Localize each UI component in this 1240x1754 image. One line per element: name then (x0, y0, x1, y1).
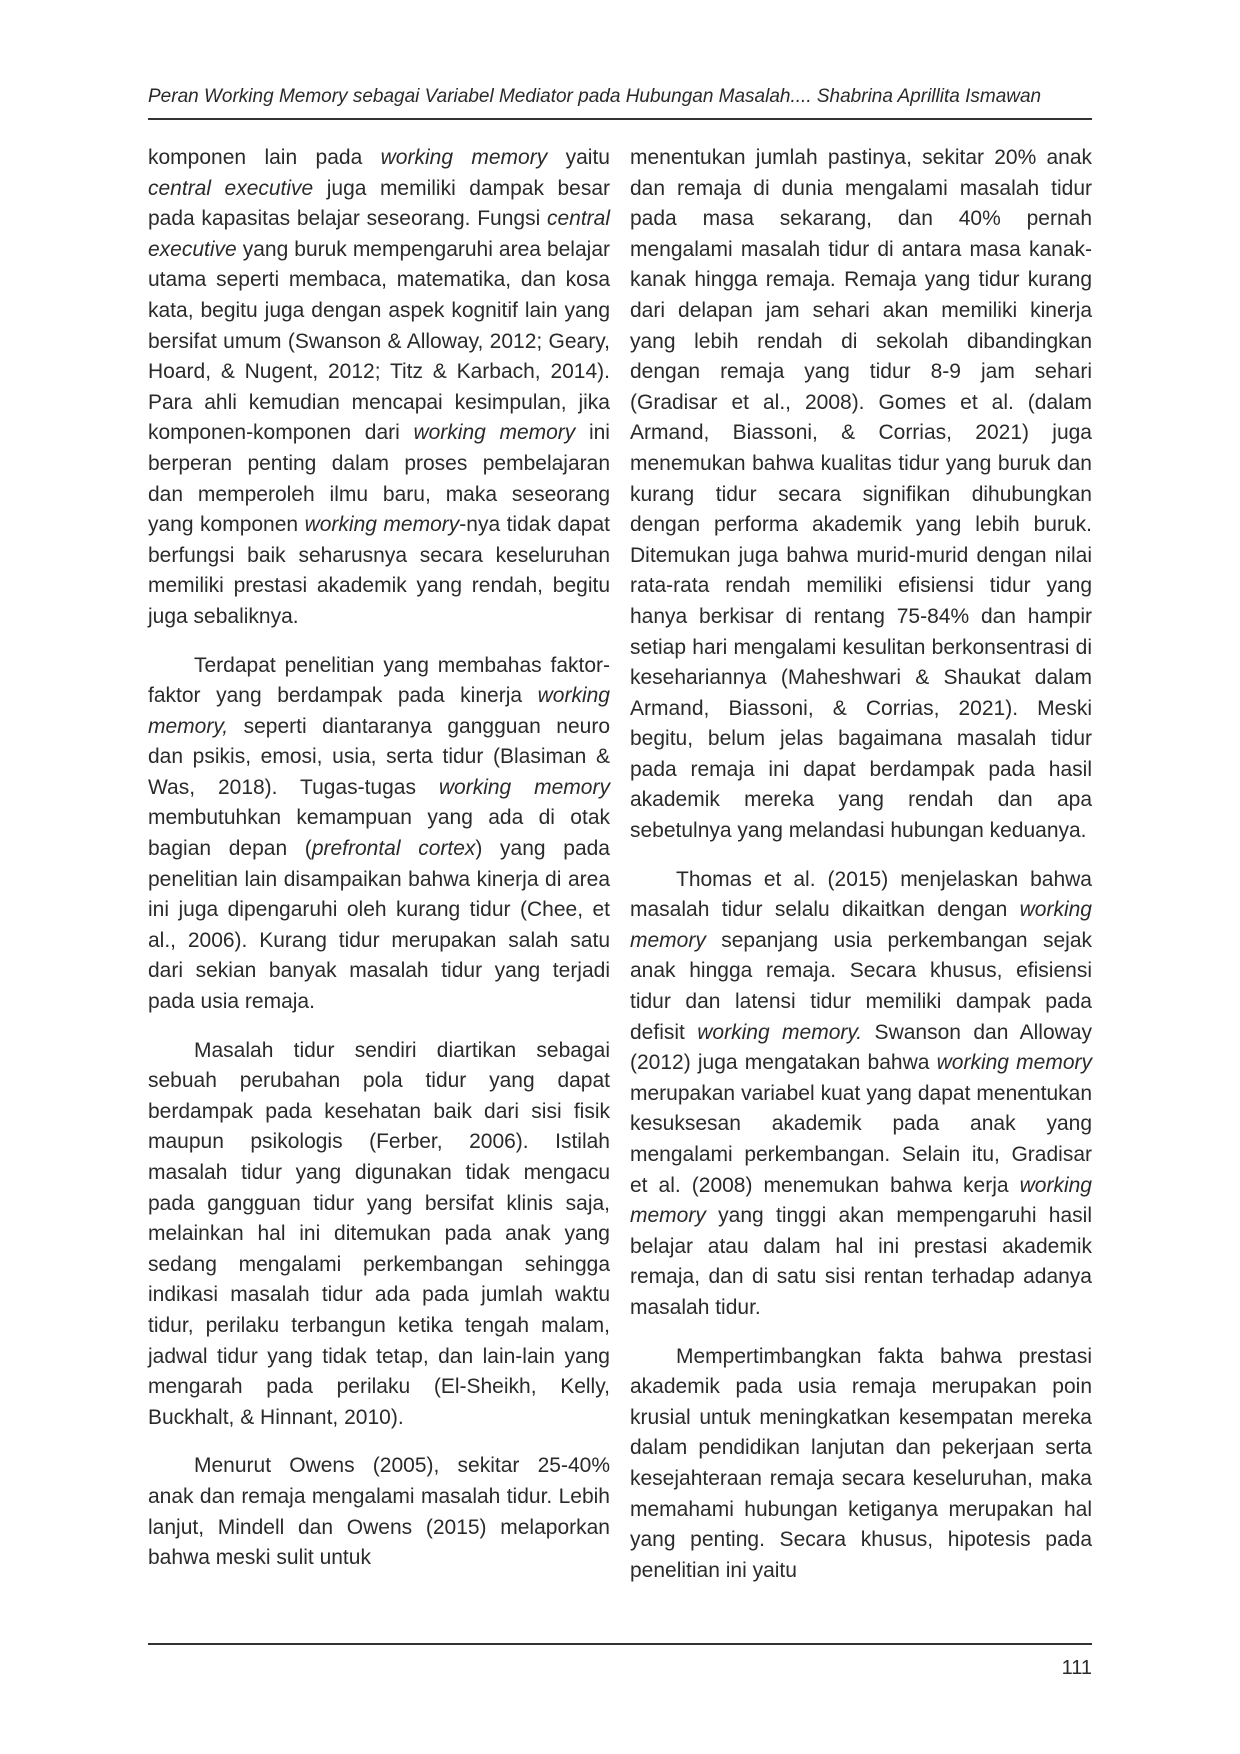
paragraph (630, 143, 1092, 847)
text-run: yang tinggi akan mempengaruhi hasil belajar atau dalam hal ini prestasi akademik remaja, dan di satu sisi rentan terhadap adanya masalah tidur. (630, 1204, 1092, 1319)
italic-term: working memory. (697, 1020, 863, 1044)
text-run: ini berperan penting dalam proses pembelajaran dan memperoleh ilmu baru, maka seseorang yang komponen (148, 421, 610, 537)
text-run: Swanson dan Alloway (2012) juga mengatakan bahwa (630, 1020, 1092, 1075)
text-run: Masalah tidur sendiri diartikan sebagai sebuah perubahan pola tidur yang dapat berdampak pada kesehatan baik dari sisi fisik maupun psikologis (Ferber, 2006). Istilah masalah tidur yang digunakan tidak mengacu pada gangguan tidur yang bersifat klinis saja, melainkan hal ini ditemukan pada anak yang sedang mengalami perkembangan sehingga indikasi masalah tidur ada pada jumlah waktu tidur, perilaku terbangun ketika tengah malam, jadwal tidur yang tidak tetap, dan lain-lain yang mengarah pada perilaku (El-Sheikh, Kelly, Buckhalt, & Hinnant, 2010). (148, 1038, 610, 1429)
text-run: juga memiliki dampak besar pada kapasitas belajar seseorang. Fungsi (148, 176, 610, 231)
italic-term: central executive (148, 207, 610, 261)
paragraph (630, 1342, 1092, 1587)
paragraph (148, 651, 610, 1018)
paragraph (630, 865, 1092, 1324)
text-run: Menurut Owens (2005), sekitar 25-40% anak dan remaja mengalami masalah tidur. Lebih lanjut, Mindell dan Owens (2015) melaporkan bahwa meski sulit untuk (148, 1454, 610, 1570)
text-run: menentukan jumlah pastinya, sekitar 20% anak dan remaja di dunia mengalami masalah tidur pada masa sekarang, dan 40% pernah mengalami masalah tidur di antara masa kanak-kanak hingga remaja. Remaja yang tidur kurang dari delapan jam sehari akan memiliki kinerja yang lebih rendah di sekolah dibandingkan dengan remaja yang tidur 8-9 jam sehari (Gradisar et al., 2008). Gomes et al. (dalam Armand, Biassoni, & Corrias, 2021) juga menemukan bahwa kualitas tidur yang buruk dan kurang tidur secara signifikan dihubungkan dengan performa akademik yang lebih buruk. Ditemukan juga bahwa murid-murid dengan nilai rata-rata rendah memiliki efisiensi tidur yang hanya berkisar di rentang 75-84% dan hampir setiap hari mengalami kesulitan berkonsentrasi di kesehariannya (Maheshwari & Shaukat dalam Armand, Biassoni, & Corrias, 2021). Meski begitu, belum jelas bagaimana masalah tidur pada remaja ini dapat berdampak pada hasil akademik mereka yang rendah dan apa sebetulnya yang melandasi hubungan keduanya. (630, 146, 1092, 843)
paragraph (148, 1451, 610, 1573)
italic-term: working memory (304, 513, 460, 537)
italic-term: working memory (413, 421, 576, 445)
footer-rule (148, 1643, 1092, 1645)
text-run: seperti diantaranya gangguan neuro dan psikis, emosi, usia, serta tidur (Blasiman & Was, 2018). Tugas-tugas (148, 714, 610, 799)
text-run: ) yang pada penelitian lain disampaikan bahwa kinerja di area ini juga dipengaruhi oleh kurang tidur (Chee, et al., 2006). Kurang tidur merupakan salah satu dari sekian banyak masalah tidur yang terjadi pada usia remaja. (148, 837, 610, 1014)
page-number: 111 (1061, 1657, 1092, 1679)
text-run: sepanjang usia perkembangan sejak anak hingga remaja. Secara khusus, efisiensi tidur dan latensi tidur memiliki dampak pada defisit (630, 928, 1092, 1044)
text-run: Mempertimbangkan fakta bahwa prestasi akademik pada usia remaja merupakan poin krusial untuk meningkatkan kesempatan mereka dalam pendidikan lanjutan dan pekerjaan serta kesejahteraan remaja secara keseluruhan, maka memahami hubungan ketiganya merupakan hal yang penting. Secara khusus, hipotesis pada penelitian ini yaitu (630, 1344, 1092, 1582)
right-column (630, 143, 1092, 1623)
body-columns (148, 143, 1092, 1623)
text-run: komponen lain pada (148, 146, 381, 169)
header-rule (148, 118, 1092, 120)
italic-term: working memory (380, 146, 548, 169)
paragraph (148, 1036, 610, 1434)
text-run: -nya tidak dapat berfungsi baik seharusnya secara keseluruhan memiliki prestasi akademik yang rendah, begitu juga sebaliknya. (148, 513, 610, 628)
text-run: Terdapat penelitian yang membahas faktor-faktor yang berdampak pada kinerja (148, 653, 610, 708)
italic-term: working memory (438, 775, 610, 799)
italic-term: prefrontal cortex (311, 837, 476, 861)
italic-term: working memory (630, 898, 1092, 952)
italic-term: working memory (936, 1051, 1092, 1075)
italic-term: working memory, (148, 684, 610, 738)
paragraph (148, 143, 610, 633)
italic-term: working memory (630, 1173, 1092, 1228)
text-run: yaitu (547, 146, 610, 169)
text-run: Thomas et al. (2015) menjelaskan bahwa masalah tidur selalu dikaitkan dengan (630, 867, 1092, 922)
left-column (148, 143, 610, 1623)
italic-term: central executive (148, 176, 314, 200)
running-head: Peran Working Memory sebagai Variabel Mediator pada Hubungan Masalah.... Shabrina Aprillita Ismawan (148, 86, 1042, 107)
text-run: membutuhkan kemampuan yang ada di otak bagian depan ( (148, 806, 610, 861)
text-run: merupakan variabel kuat yang dapat menentukan kesuksesan akademik pada anak yang mengalami perkembangan. Selain itu, Gradisar et al. (2008) menemukan bahwa kerja (630, 1081, 1092, 1197)
text-run: yang buruk mempengaruhi area belajar utama seperti membaca, matematika, dan kosa kata, begitu juga dengan aspek kognitif lain yang bersifat umum (Swanson & Alloway, 2012; Geary, Hoard, & Nugent, 2012; Titz & Karbach, 2014). Para ahli kemudian mencapai kesimpulan, jika komponen-komponen dari (148, 237, 610, 445)
